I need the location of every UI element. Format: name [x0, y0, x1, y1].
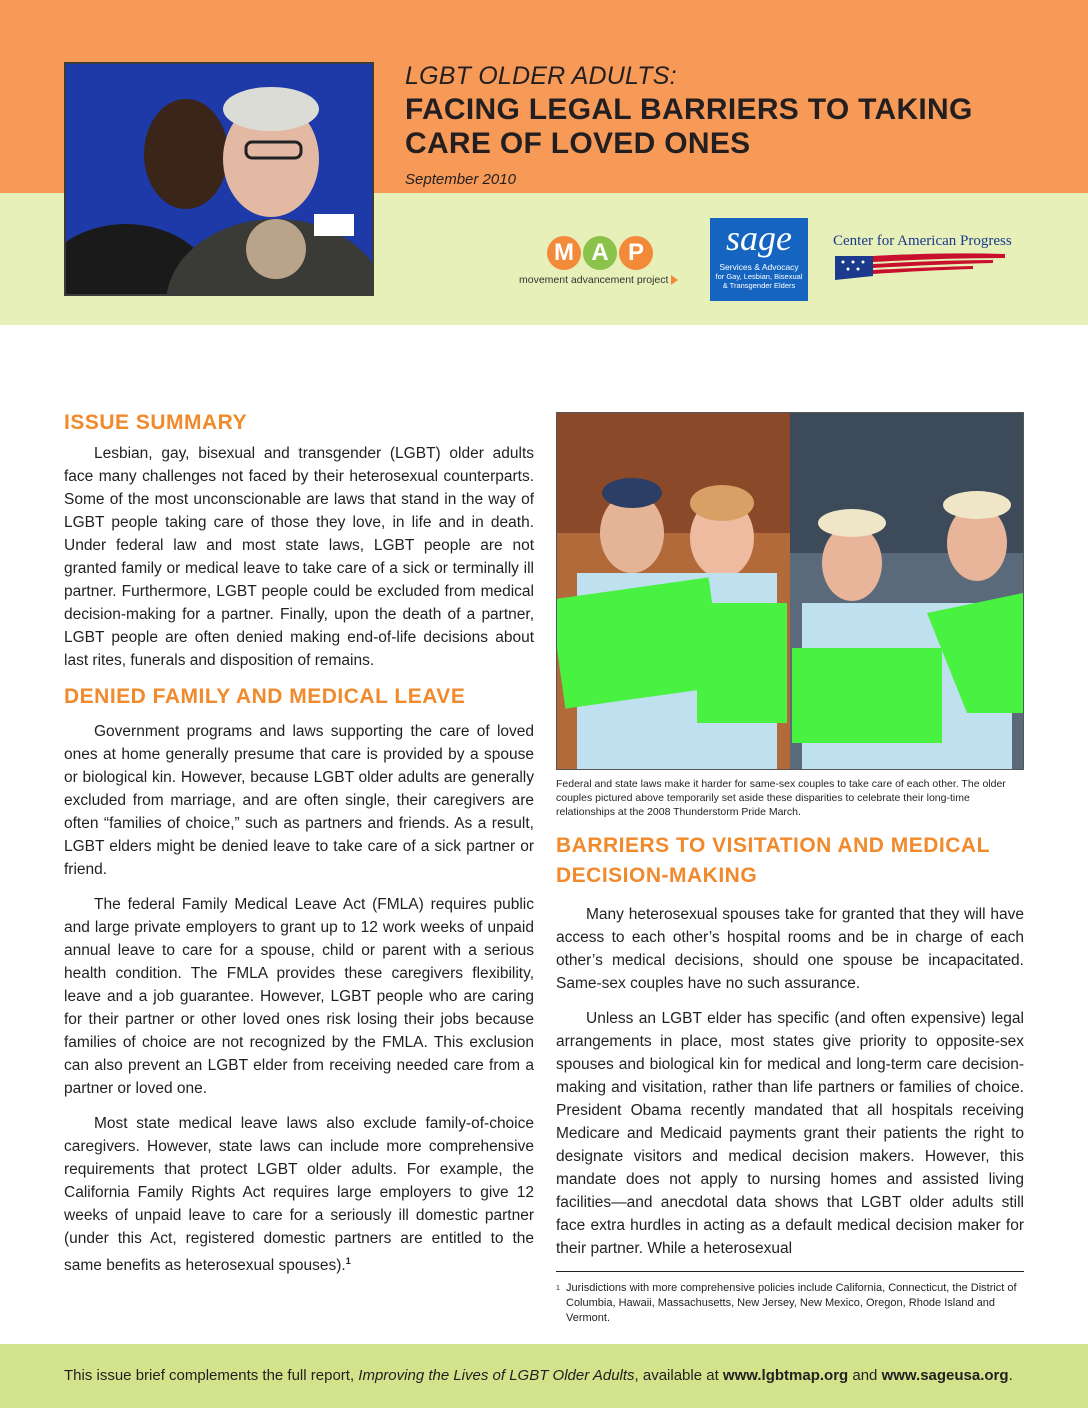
cap-logo — [833, 233, 1033, 283]
denied-leave-heading: DENIED FAMILY AND MEDICAL LEAVE — [64, 685, 466, 708]
map-letter-m: M — [547, 236, 581, 270]
right-column — [556, 412, 1024, 1260]
sage-tagline-2: for Gay, Lesbian, Bisexual — [715, 272, 803, 281]
sage-logo — [710, 218, 808, 301]
map-logo — [519, 236, 691, 292]
sage-tagline-1: Services & Advocacy — [719, 262, 799, 272]
barriers-heading-line-1: BARRIERS TO VISITATION AND MEDICAL — [556, 834, 990, 857]
barriers-heading — [556, 831, 1024, 891]
footer-text — [64, 1367, 1024, 1384]
map-tagline: movement advancement project — [519, 274, 669, 286]
title-line-2: CARE OF LOVED ONES — [405, 127, 751, 160]
footnote — [556, 1281, 1024, 1326]
footer-report-title: Improving the Lives of LGBT Older Adults — [358, 1367, 635, 1384]
flag-swoosh-icon — [833, 250, 1008, 282]
footer-prefix: This issue brief complements the full report, — [64, 1367, 359, 1384]
sage-wordmark: sage — [726, 218, 792, 258]
footnote-text: Jurisdictions with more comprehensive policies include California, Connecticut, the District of Columbia, Hawaii, Massachusetts, New Jersey, New Mexico, Oregon, Rhode Island and Vermont. — [566, 1282, 1017, 1324]
page-title — [405, 93, 1045, 161]
play-arrow-icon — [671, 275, 678, 285]
map-letter-p: P — [619, 236, 653, 270]
header-kicker: LGBT OLDER ADULTS: — [405, 62, 677, 90]
map-letter-a: A — [583, 236, 617, 270]
footer-link-lgbtmap[interactable]: www.lgbtmap.org — [722, 1367, 849, 1384]
footer-middle: , available at — [634, 1367, 723, 1384]
photo-caption: Federal and state laws make it harder for same-sex couples to take care of each other. The older couples pictured above temporarily set aside these disparities to celebrate their long-time relationships at the 2008 Thunderstorm Pride March. — [556, 778, 1006, 818]
left-column — [64, 408, 534, 1277]
footer-link-sageusa[interactable]: www.sageusa.org — [881, 1367, 1009, 1384]
barriers-heading-line-2: DECISION-MAKING — [556, 864, 758, 887]
title-line-1: FACING LEGAL BARRIERS TO TAKING — [405, 93, 973, 126]
pride-march-photo — [556, 412, 1024, 770]
publication-date: September 2010 — [405, 171, 516, 188]
barriers-paragraph-1: Many heterosexual spouses take for granted that they will have access to each other’s hospital rooms and be in charge of each other’s medical decisions, should one spouse be incapacitated. Same-sex couples have no such assurance. — [556, 906, 1024, 992]
barriers-paragraph-2: Unless an LGBT elder has specific (and often expensive) legal arrangements in place, most states give priority to opposite-sex spouses and biological kin for medical and long-term care decision-making and visitation, rather than life partners or families of choice. President Obama recently mandated that all hospitals receiving Medicare and Medicaid payments grant their patients the right to designate visitors and medical decision makers. However, this mandate does not apply to nursing homes and assisted living facilities—and anecdotal data shows that LGBT older adults still face extra hurdles in acting as a default medical decision maker for their partner. While a heterosexual — [556, 1010, 1024, 1257]
footer-and: and — [848, 1367, 882, 1384]
cap-name: Center for American Progress — [833, 233, 1012, 249]
denied-leave-paragraph-3 — [64, 1112, 534, 1277]
issue-summary-paragraph: Lesbian, gay, bisexual and transgender (LGBT) older adults face many challenges not faced by their heterosexual counterparts. Some of the most unconscionable are laws that stand in the way of LGBT people taking care of those they love, in life and in death. Under federal law and most state laws, LGBT people are not granted family or medical leave to take care of a sick or terminally ill partner. Furthermore, LGBT people could be excluded from medical decision-making for a partner. Finally, upon the death of a partner, LGBT people are often denied making end-of-life decisions about last rites, funerals and disposition of remains. — [64, 445, 534, 669]
denied-leave-paragraph-1: Government programs and laws supporting the care of loved ones at home generally presume that care is provided by a spouse or biological kin. However, because LGBT older adults are generally excluded from marriage, and are often single, their caregivers are often “families of choice,” such as partners and friends. As a result, LGBT elders might be denied leave to take care of a sick partner or friend. — [64, 723, 534, 878]
footer-suffix: . — [1008, 1367, 1013, 1384]
sage-tagline-3: & Transgender Elders — [722, 281, 796, 290]
footnote-divider — [556, 1271, 1024, 1272]
footnote-reference[interactable]: 1 — [345, 1256, 351, 1266]
cover-photo — [64, 62, 374, 296]
denied-leave-paragraph-3-text: Most state medical leave laws also exclude family-of-choice caregivers. However, state laws can include more comprehensive requirements that protect LGBT older adults. For example, the California Family Rights Act requires large employers to give 12 weeks of unpaid leave to care for a seriously ill domestic partner (under this Act, registered domestic partners are entitled to the same benefits as heterosexual spouses). — [64, 1115, 534, 1275]
issue-summary-heading: ISSUE SUMMARY — [64, 411, 248, 434]
denied-leave-paragraph-2: The federal Family Medical Leave Act (FMLA) requires public and large private employers to grant up to 12 work weeks of unpaid annual leave to care for a spouse, child or parent with a serious health condition. The FMLA provides these caregivers flexibility, leave and a job guarantee. However, LGBT people who are caring for their partner or other loved ones risk losing their jobs because families of choice are not recognized by the FMLA. This exclusion can also prevent an LGBT elder from receiving needed care from a partner or loved one. — [64, 896, 534, 1097]
footnote-mark: 1 — [556, 1285, 560, 1292]
